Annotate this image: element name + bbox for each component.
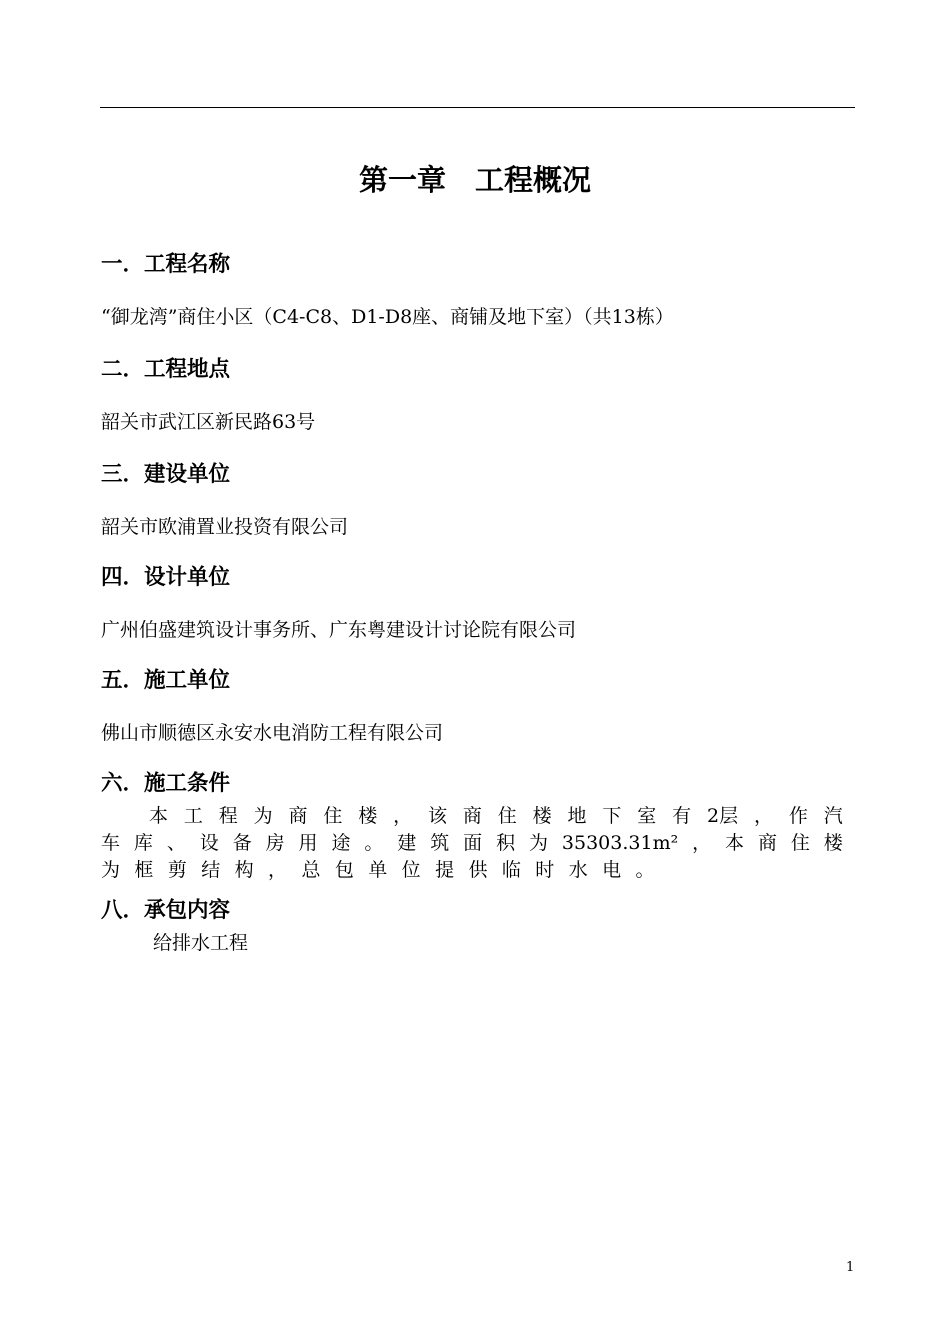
heading-project-location: 二．工程地点 (101, 357, 231, 382)
paragraph-token: 本 (725, 832, 745, 854)
heading-contract-scope: 八．承包内容 (101, 898, 231, 923)
project-name-text: “御龙湾”商住小区（C4-C8、D1-D8座、商铺及地下室）（共13栋） (101, 306, 674, 328)
paragraph-token: 。 (364, 832, 384, 854)
paragraph-token: 住 (790, 832, 810, 854)
paragraph-token: 35303.31m² (561, 832, 679, 854)
paragraph-token: 总 (301, 859, 321, 881)
paragraph-token: 地 (567, 805, 587, 827)
paragraph-token: 时 (535, 859, 555, 881)
paragraph-token: ， (268, 859, 288, 881)
construction-conditions-paragraph (101, 803, 843, 884)
paragraph-token: 程 (218, 805, 238, 827)
paragraph-token: 库 (133, 832, 153, 854)
paragraph-token: 作 (788, 805, 808, 827)
paragraph-token: 筑 (430, 832, 450, 854)
paragraph-token: 面 (463, 832, 483, 854)
paragraph-token: 积 (496, 832, 516, 854)
paragraph-token: 包 (334, 859, 354, 881)
paragraph-token: 住 (497, 805, 517, 827)
paragraph-token: 剪 (167, 859, 187, 881)
paragraph-token: 备 (232, 832, 252, 854)
paragraph-token: 提 (435, 859, 455, 881)
paragraph-token: 为 (101, 859, 121, 881)
paragraph-token: ， (393, 805, 413, 827)
heading-contractor: 五．施工单位 (101, 668, 231, 693)
paragraph-token: 水 (568, 859, 588, 881)
heading-developer: 三．建设单位 (101, 462, 231, 487)
paragraph-token: 用 (298, 832, 318, 854)
designer-text: 广州伯盛建筑设计事务所、广东粤建设计讨论院有限公司 (101, 619, 577, 641)
paragraph-token: 商 (757, 832, 777, 854)
paragraph-token: 工 (183, 805, 203, 827)
paragraph-token: 商 (462, 805, 482, 827)
heading-construction-conditions: 六．施工条件 (101, 771, 231, 796)
paragraph-token: 室 (637, 805, 657, 827)
paragraph-token: 下 (602, 805, 622, 827)
paragraph-token: 设 (199, 832, 219, 854)
paragraph-token: 楼 (823, 832, 843, 854)
paragraph-token: 有 (672, 805, 692, 827)
paragraph-token: 该 (428, 805, 448, 827)
paragraph-token: ， (692, 832, 712, 854)
paragraph-token: 为 (528, 832, 548, 854)
paragraph-token: 楼 (532, 805, 552, 827)
paragraph-token: 住 (323, 805, 343, 827)
paragraph-token: 房 (265, 832, 285, 854)
contract-scope-text: 给排水工程 (153, 932, 249, 954)
paragraph-token: 供 (468, 859, 488, 881)
paragraph-token: 商 (288, 805, 308, 827)
paragraph-token: 结 (201, 859, 221, 881)
paragraph-token: 楼 (358, 805, 378, 827)
paragraph-token: 、 (166, 832, 186, 854)
project-location-text: 韶关市武江区新民路63号 (101, 411, 316, 433)
paragraph-token: 。 (635, 859, 655, 881)
paragraph-line (101, 830, 843, 857)
paragraph-token: 框 (134, 859, 154, 881)
paragraph-token: 电 (602, 859, 622, 881)
paragraph-token: 位 (401, 859, 421, 881)
page-number: 1 (846, 1260, 855, 1275)
paragraph-token: 建 (397, 832, 417, 854)
paragraph-token: ， (753, 805, 773, 827)
developer-text: 韶关市欧浦置业投资有限公司 (101, 516, 349, 538)
contractor-text: 佛山市顺德区永安水电消防工程有限公司 (101, 722, 444, 744)
paragraph-token: 构 (234, 859, 254, 881)
header-rule (100, 107, 855, 108)
chapter-title: 第一章 工程概况 (358, 163, 591, 197)
paragraph-line (101, 857, 843, 884)
paragraph-token: 为 (253, 805, 273, 827)
paragraph-token: 车 (101, 832, 121, 854)
paragraph-token: 汽 (823, 805, 843, 827)
paragraph-token: 途 (331, 832, 351, 854)
heading-designer: 四．设计单位 (101, 565, 231, 590)
paragraph-token: 单 (368, 859, 388, 881)
heading-project-name: 一．工程名称 (101, 252, 231, 277)
paragraph-token: 本 (149, 805, 169, 827)
paragraph-token: 临 (501, 859, 521, 881)
paragraph-token: 2层 (707, 805, 739, 827)
paragraph-line (101, 803, 843, 830)
